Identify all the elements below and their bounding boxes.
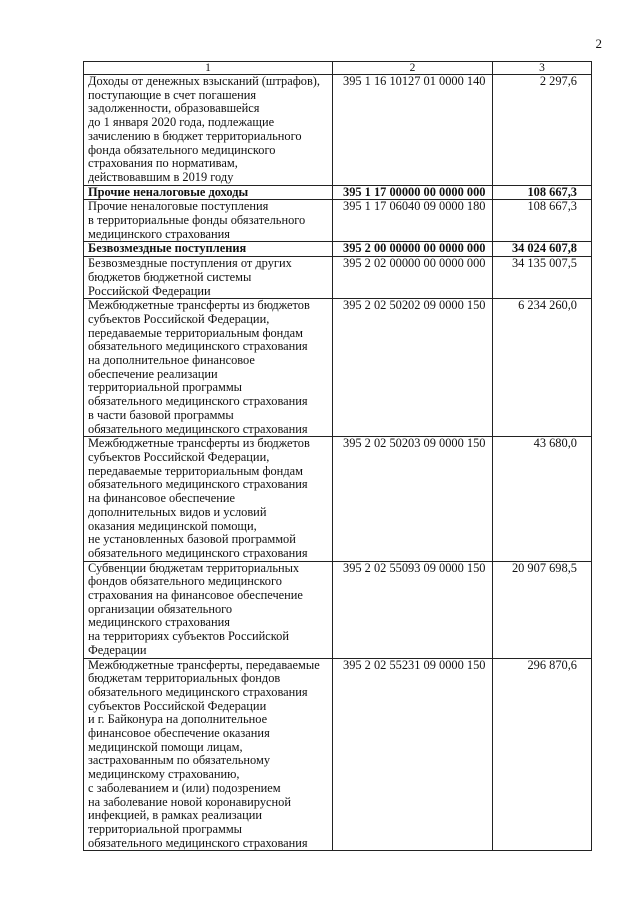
table-row	[84, 561, 592, 658]
row-budget-code: 395 1 16 10127 01 0000 140	[333, 75, 493, 186]
row-amount: 34 024 607,8	[493, 242, 592, 257]
row-description: Межбюджетные трансферты, передаваемые бюджетам территориальных фондов обязательного медицинского страхования субъектов Российской Федерации и г. Байконура на дополнительное финансовое обеспечение оказания медицинской помощи лицам, застрахованным по обязательному медицинскому страхованию, с заболеванием и (или) подозрением на заболевание новой коронавирусной инфекцией, в рамках реализации территориальной программы обязательного медицинского страхования	[84, 658, 333, 851]
row-budget-code: 395 2 00 00000 00 0000 000	[333, 242, 493, 257]
row-description: Безвозмездные поступления	[84, 242, 333, 257]
row-budget-code: 395 2 02 00000 00 0000 000	[333, 257, 493, 299]
row-amount: 108 667,3	[493, 185, 592, 200]
table-row	[84, 437, 592, 561]
row-description: Межбюджетные трансферты из бюджетов субъектов Российской Федерации, передаваемые территориальным фондам обязательного медицинского страхования на дополнительное финансовое обеспечение реализации территориальной программы обязательного медицинского страхования в части базовой программы обязательного медицинского страхования	[84, 299, 333, 437]
row-budget-code: 395 2 02 55093 09 0000 150	[333, 561, 493, 658]
column-header: 1	[84, 62, 333, 75]
table-row	[84, 185, 592, 200]
table-row	[84, 75, 592, 186]
row-amount: 34 135 007,5	[493, 257, 592, 299]
table-row	[84, 200, 592, 242]
row-amount: 2 297,6	[493, 75, 592, 186]
row-amount: 43 680,0	[493, 437, 592, 561]
row-amount: 296 870,6	[493, 658, 592, 851]
column-header: 2	[333, 62, 493, 75]
row-amount: 108 667,3	[493, 200, 592, 242]
table-header-row	[84, 62, 592, 75]
table-row	[84, 257, 592, 299]
table-row	[84, 242, 592, 257]
row-description: Безвозмездные поступления от других бюджетов бюджетной системы Российской Федерации	[84, 257, 333, 299]
row-description: Субвенции бюджетам территориальных фондов обязательного медицинского страхования на финансовое обеспечение организации обязательного медицинского страхования на территориях субъектов Российской Федерации	[84, 561, 333, 658]
row-budget-code: 395 2 02 50202 09 0000 150	[333, 299, 493, 437]
row-budget-code: 395 2 02 55231 09 0000 150	[333, 658, 493, 851]
row-budget-code: 395 2 02 50203 09 0000 150	[333, 437, 493, 561]
row-description: Межбюджетные трансферты из бюджетов субъектов Российской Федерации, передаваемые территориальным фондам обязательного медицинского страхования на финансовое обеспечение дополнительных видов и условий оказания медицинской помощи, не установленных базовой программой обязательного медицинского страхования	[84, 437, 333, 561]
table-row	[84, 658, 592, 851]
table-row	[84, 299, 592, 437]
row-description: Прочие неналоговые доходы	[84, 185, 333, 200]
row-budget-code: 395 1 17 00000 00 0000 000	[333, 185, 493, 200]
row-description: Прочие неналоговые поступления в территориальные фонды обязательного медицинского страхования	[84, 200, 333, 242]
column-header: 3	[493, 62, 592, 75]
page-number: 2	[595, 36, 602, 51]
row-budget-code: 395 1 17 06040 09 0000 180	[333, 200, 493, 242]
revenue-table	[83, 61, 592, 851]
row-amount: 6 234 260,0	[493, 299, 592, 437]
row-amount: 20 907 698,5	[493, 561, 592, 658]
row-description: Доходы от денежных взысканий (штрафов), поступающие в счет погашения задолженности, образовавшейся до 1 января 2020 года, подлежащие зачислению в бюджет территориального фонда обязательного медицинского страхования по нормативам, действовавшим в 2019 году	[84, 75, 333, 186]
